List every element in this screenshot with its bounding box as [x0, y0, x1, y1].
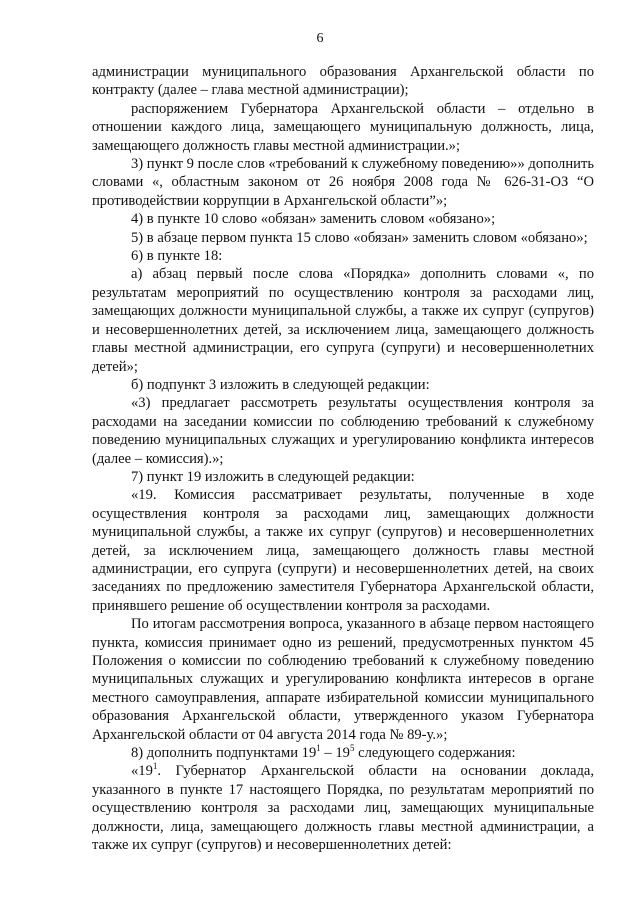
item8-before: 8) дополнить подпунктами 19: [131, 745, 317, 762]
item19-1-rest: . Губернатор Архангельской области на основании доклада, указанного в пункте 17 настоящего Порядка, по результатам мероприятий по осуществлению контроля за расходами лиц, замещающих муниципальные должности, лица, замещающего должность главы местной администрации, а также их супруг (супругов) и несовершеннолетних детей:: [92, 763, 594, 854]
paragraph: а) абзац первый после слова «Порядка» дополнить словами «, по результатам мероприятий по осуществлению контроля за расходами лиц, замещающих должности муниципальной службы, а также их супруг (супругов) и несовершеннолетних детей, за исключением лица, замещающего должность главы местной администрации, его супруга (супруги) и несовершеннолетних детей»;: [92, 266, 594, 375]
superscript: 1: [152, 761, 158, 772]
paragraph: 7) пункт 19 изложить в следующей редакции:: [131, 468, 415, 485]
paragraph: «3) предлагает рассмотреть результаты осуществления контроля за расходами на заседании комиссии по соблюдению требований к служебному поведению муниципальных служащих и урегулированию конфликта интересов (далее – комиссия).»;: [92, 395, 594, 467]
page-number: 6: [316, 31, 324, 46]
paragraph-item-8: [92, 744, 594, 762]
paragraph: «19. Комиссия рассматривает результаты, полученные в ходе осуществления контроля за расходами лиц, замещающих должности муниципальной службы, а также их супруг (супругов) и несовершеннолетних детей, за исключением лица, замещающего должность главы местной администрации, его супруга (супруги) и несовершеннолетних детей, на своих заседаниях по предложению заместителя Губернатора Архангельской области, принявшего решение об осуществлении контроля за расходами.: [92, 487, 594, 614]
item8-middle: – 19: [320, 745, 350, 762]
superscript: 5: [349, 743, 355, 754]
superscript: 1: [316, 743, 321, 754]
paragraph-item-19-1: [92, 762, 594, 854]
paragraph: администрации муниципального образования Архангельской области по контракту (далее – глава местной администрации);: [92, 64, 594, 99]
paragraph: 5) в абзаце первом пункта 15 слово «обязан» заменить словом «обязано»;: [131, 229, 588, 246]
paragraph: 4) в пункте 10 слово «обязан» заменить словом «обязано»;: [131, 211, 496, 228]
paragraph: 3) пункт 9 после слов «требований к служебному поведению»» дополнить словами «, областным законом от 26 ноября 2008 года № 626-31-ОЗ “О противодействии коррупции в Архангельской области”»;: [92, 156, 594, 209]
paragraph: 6) в пункте 18:: [131, 248, 223, 265]
paragraph: По итогам рассмотрения вопроса, указанного в абзаце первом настоящего пункта, комиссия принимает одно из решений, предусмотренных пунктом 45 Положения о комиссии по соблюдению требований к служебному поведению муниципальных служащих и урегулированию конфликта интересов в органе местного самоуправления, аппарате избирательной комиссии муниципального образования Архангельской области, утвержденного указом Губернатора Архангельской области от 04 августа 2014 года № 89-у.»;: [92, 616, 594, 743]
paragraph: б) подпункт 3 изложить в следующей редакции:: [131, 376, 430, 393]
paragraph: распоряжением Губернатора Архангельской области – отдельно в отношении каждого лица, замещающего муниципальную должность, лица, замещающего должность главы местной администрации.»;: [92, 100, 594, 154]
document-body: [92, 63, 594, 854]
item8-after: следующего содержания:: [354, 745, 516, 762]
item19-1-start: «19: [131, 763, 153, 780]
